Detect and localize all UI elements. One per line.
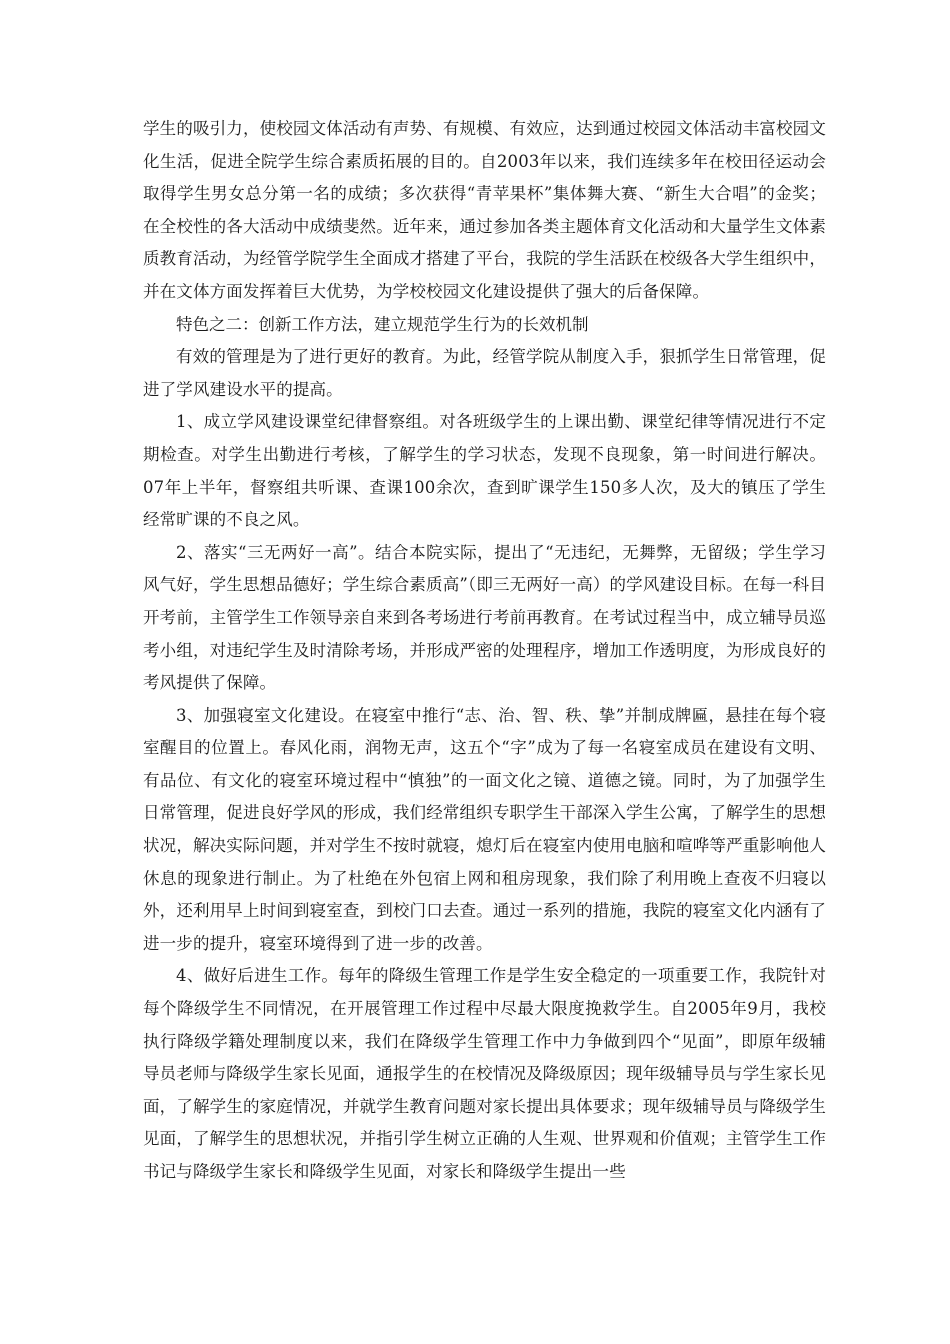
paragraph-school-culture: 学生的吸引力，使校园文体活动有声势、有规模、有效应，达到通过校园文体活动丰富校园文化生活，促进全院学生综合素质拓展的目的。自2003年以来，我们连续多年在校田径运动会取得学生男女总分第一名的成绩；多次获得“青苹果杯”集体舞大赛、“新生大合唱”的金奖；在全校性的各大活动中成绩斐然。近年来，通过参加各类主题体育文化活动和大量学生文体素质教育活动，为经管学院学生全面成才搭建了平台，我院的学生活跃在校级各大学生组织中，并在文体方面发挥着巨大优势，为学校校园文化建设提供了强大的后备保障。 (143, 119, 826, 301)
paragraph-item-3-dorm-culture: 3、加强寝室文化建设。在寝室中推行“志、治、智、秩、挚”并制成牌匾，悬挂在每个寝室醒目的位置上。春风化雨，润物无声，这五个“字”成为了每一名寝室成员在建设有文明、有品位、有文化的寝室环境过程中“慎独”的一面文化之镜、道德之镜。同时，为了加强学生日常管理，促进良好学风的形成，我们经常组织专职学生干部深入学生公寓，了解学生的思想状况，解决实际问题，并对学生不按时就寝，熄灯后在寝室内使用电脑和喧哗等严重影响他人休息的现象进行制止。为了杜绝在外包宿上网和租房现象，我们除了利用晚上查夜不归寝以外，还利用早上时间到寝室查，到校门口去查。通过一系列的措施，我院的寝室文化内涵有了进一步的提升，寝室环境得到了进一步的改善。 (143, 705, 826, 953)
paragraph-item-1-discipline-group: 1、成立学风建设课堂纪律督察组。对各班级学生的上课出勤、课堂纪律等情况进行不定期检查。对学生出勤进行考核，了解学生的学习状态，发现不良现象，第一时间进行解决。07年上半年，督察组共听课、查课100余次，查到旷课学生150多人次，及大的镇压了学生经常旷课的不良之风。 (143, 412, 826, 530)
document-page (143, 113, 826, 1189)
paragraph-management-intro: 有效的管理是为了进行更好的教育。为此，经管学院从制度入手，狠抓学生日常管理，促进了学风建设水平的提高。 (143, 347, 826, 399)
paragraph-item-2-study-style: 2、落实“三无两好一高”。结合本院实际，提出了“无违纪，无舞弊，无留级；学生学习风气好，学生思想品德好；学生综合素质高”（即三无两好一高）的学风建设目标。在每一科目开考前，主管学生工作领导亲自来到各考场进行考前再教育。在考试过程当中，成立辅导员巡考小组，对违纪学生及时清除考场，并形成严密的处理程序，增加工作透明度，为形成良好的考风提供了保障。 (143, 542, 826, 693)
paragraph-item-4-struggling-students: 4、做好后进生工作。每年的降级生管理工作是学生安全稳定的一项重要工作，我院针对每个降级学生不同情况，在开展管理工作过程中尽最大限度挽救学生。自2005年9月，我校执行降级学籍处理制度以来，我们在降级学生管理工作中力争做到四个“见面”，即原年级辅导员老师与降级学生家长见面，通报学生的在校情况及降级原因；现年级辅导员与学生家长见面，了解学生的家庭情况，并就学生教育问题对家长提出具体要求；现年级辅导员与降级学生见面，了解学生的思想状况，并指引学生树立正确的人生观、世界观和价值观；主管学生工作书记与降级学生家长和降级学生见面，对家长和降级学生提出一些 (143, 966, 826, 1181)
section-heading-feature-two: 特色之二：创新工作方法，建立规范学生行为的长效机制 (176, 314, 589, 334)
